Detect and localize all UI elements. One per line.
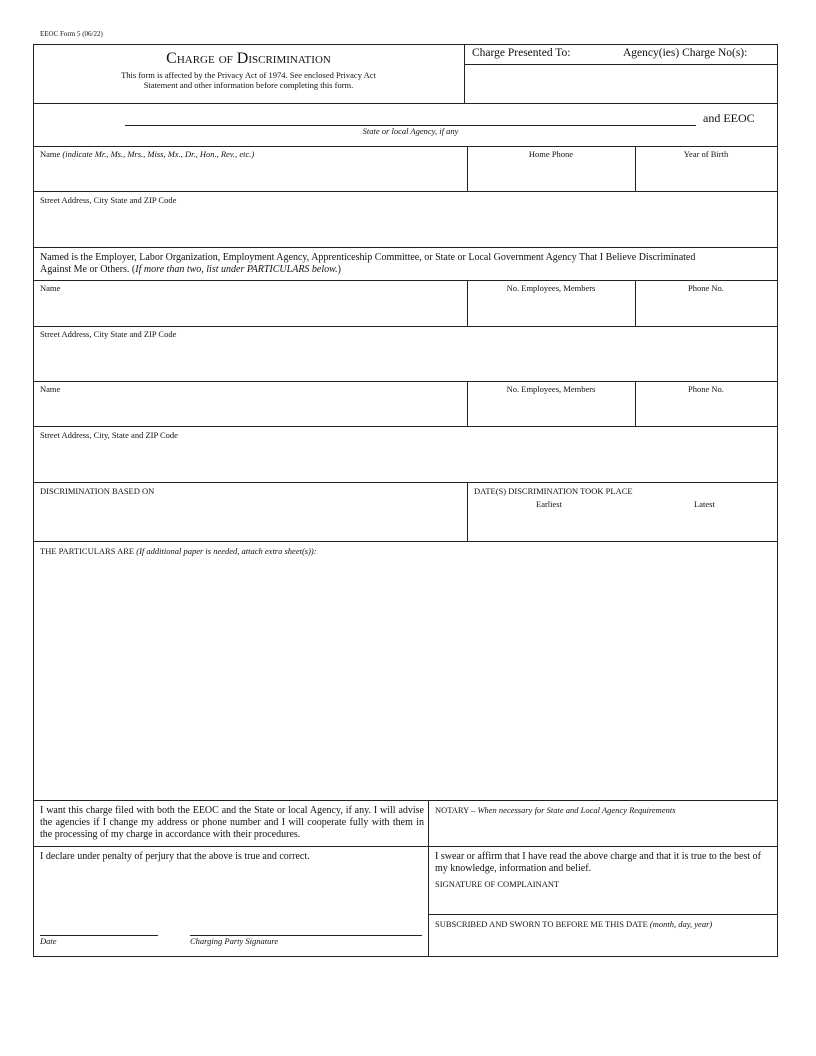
- divider: [33, 103, 778, 104]
- divider: [33, 800, 778, 801]
- respondent2-name-field[interactable]: [34, 395, 466, 425]
- respondent1-employees-field[interactable]: [468, 294, 634, 325]
- divider: [33, 280, 778, 281]
- subscribed-hint: (month, day, year): [649, 919, 713, 929]
- name-label: [40, 149, 254, 159]
- home-phone-label: Home Phone: [528, 149, 574, 159]
- divider: [33, 146, 778, 147]
- discrimination-basis-field[interactable]: [34, 497, 466, 540]
- and-eeoc-label: and EEOC: [703, 111, 755, 125]
- privacy-note: Statement and other information before completing this form.: [143, 80, 354, 90]
- divider: [464, 64, 777, 65]
- notary-hint: When necessary for State and Local Agency Requirements: [477, 805, 676, 815]
- state-agency-caption: State or local Agency, if any: [362, 126, 459, 136]
- agency-charge-no-field[interactable]: [466, 66, 775, 102]
- particulars-label: [40, 546, 317, 556]
- agency-charge-no-label: Agency(ies) Charge No(s):: [623, 47, 748, 59]
- state-agency-field[interactable]: [125, 108, 696, 125]
- respondent-intro-text: Named is the Employer, Labor Organization, Employment Agency, Apprenticeship Committee, or State or Local Government Agency That I Believe Discriminated: [40, 252, 696, 263]
- earliest-label: Earliest: [536, 499, 562, 509]
- divider: [428, 914, 777, 915]
- respondent1-name-field[interactable]: [34, 294, 466, 325]
- divider: [428, 800, 429, 956]
- divider: [33, 541, 778, 542]
- signature-caption: Charging Party Signature: [190, 936, 279, 946]
- particulars-hint: (If additional paper is needed, attach extra sheet(s)):: [136, 546, 317, 556]
- dates-label: DATE(S) DISCRIMINATION TOOK PLACE: [474, 486, 633, 496]
- subscribed-text: SUBSCRIBED AND SWORN TO BEFORE ME THIS DATE: [435, 919, 648, 929]
- respondent2-phone-label: Phone No.: [688, 384, 724, 394]
- respondent2-employees-field[interactable]: [468, 395, 634, 425]
- divider: [33, 482, 778, 483]
- respondent1-address-label: Street Address, City State and ZIP Code: [40, 329, 177, 339]
- particulars-text: THE PARTICULARS ARE: [40, 546, 135, 556]
- respondent1-name-label: Name: [40, 283, 61, 293]
- respondent1-address-field[interactable]: [34, 340, 776, 380]
- divider: [33, 326, 778, 327]
- divider: [33, 247, 778, 248]
- respondent-intro-text: ): [337, 264, 341, 275]
- perjury-statement: I declare under penalty of perjury that the above is true and correct.: [40, 851, 310, 862]
- divider: [464, 44, 465, 103]
- year-of-birth-label: Year of Birth: [683, 149, 729, 159]
- discrimination-based-on-label: DISCRIMINATION BASED ON: [40, 486, 155, 496]
- notary-label: [435, 805, 676, 815]
- notary-text: NOTARY –: [435, 805, 476, 815]
- year-of-birth-field[interactable]: [636, 160, 776, 190]
- respondent-intro-text: Against Me or Others. (: [40, 264, 136, 275]
- latest-label: Latest: [694, 499, 715, 509]
- home-phone-field[interactable]: [468, 160, 634, 190]
- earliest-date-field[interactable]: [468, 511, 618, 540]
- address-label: Street Address, City State and ZIP Code: [40, 195, 177, 205]
- complainant-signature-field[interactable]: [430, 890, 776, 913]
- sworn-date-field[interactable]: [430, 930, 776, 955]
- date-caption: Date: [40, 936, 57, 946]
- respondent2-phone-field[interactable]: [636, 395, 776, 425]
- respondent1-phone-field[interactable]: [636, 294, 776, 325]
- date-line: [40, 935, 158, 936]
- respondent1-phone-label: Phone No.: [688, 283, 724, 293]
- charging-party-signature-field[interactable]: [190, 915, 422, 935]
- respondent2-address-label: Street Address, City, State and ZIP Code: [40, 430, 178, 440]
- charging-party-address-field[interactable]: [34, 206, 776, 246]
- respondent2-address-field[interactable]: [34, 441, 776, 481]
- subscribed-label: [435, 919, 712, 929]
- charge-presented-to-label: Charge Presented To:: [472, 47, 571, 59]
- divider: [33, 426, 778, 427]
- respondent2-employees-label: No. Employees, Members: [506, 384, 596, 394]
- name-hint: (indicate Mr., Ms., Mrs., Miss, Mx., Dr., Hon., Rev., etc.): [62, 149, 255, 159]
- particulars-field[interactable]: [34, 558, 776, 799]
- respondent2-name-label: Name: [40, 384, 61, 394]
- signature-complainant-label: SIGNATURE OF COMPLAINANT: [435, 879, 560, 889]
- divider: [33, 381, 778, 382]
- name-label-text: Name: [40, 149, 61, 159]
- form-id: EEOC Form 5 (06/22): [40, 30, 103, 38]
- respondent1-employees-label: No. Employees, Members: [506, 283, 596, 293]
- swear-statement: I swear or affirm that I have read the above charge and that it is true to the best of my knowledge, information and belief.: [435, 851, 761, 874]
- filing-statement: I want this charge filed with both the EEOC and the State or local Agency, if any. I will advise the agencies if I change my address or phone number and I will cooperate fully with them in the processing of my charge in accordance with their procedures.: [40, 805, 424, 840]
- date-field[interactable]: [40, 915, 158, 935]
- divider: [33, 846, 778, 847]
- respondent-intro: [40, 252, 760, 276]
- form-title: Charge of Discrimination: [166, 50, 331, 67]
- privacy-note: This form is affected by the Privacy Act of 1974. See enclosed Privacy Act: [121, 70, 376, 80]
- divider: [33, 191, 778, 192]
- charging-party-name-field[interactable]: [34, 160, 466, 190]
- latest-date-field[interactable]: [630, 511, 776, 540]
- respondent-intro-hint: If more than two, list under PARTICULARS below.: [135, 264, 338, 275]
